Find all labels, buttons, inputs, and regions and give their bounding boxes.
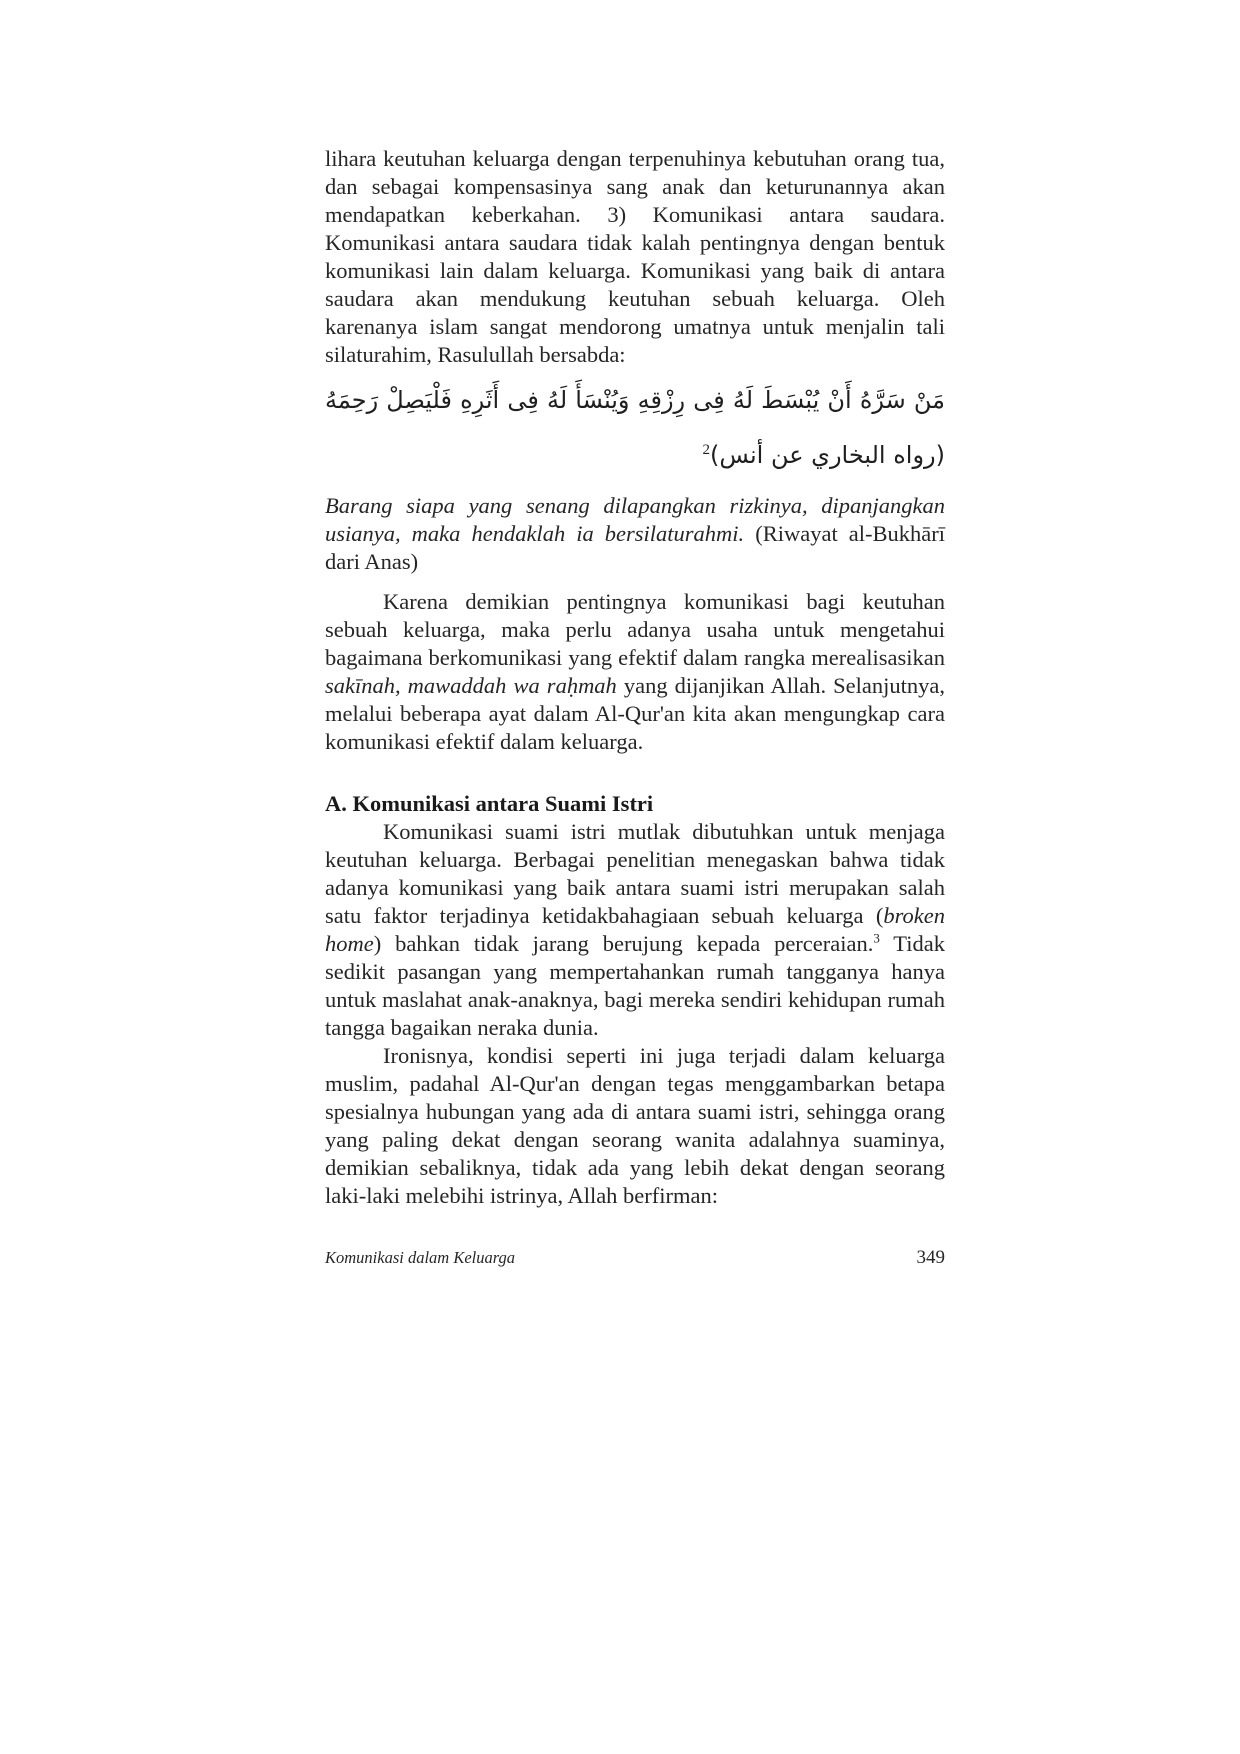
hadith-arabic	[325, 375, 945, 480]
paragraph-intro: lihara keutuhan keluarga dengan terpenuhinya kebutuhan orang tua, dan sebagai kompensasinya sang anak dan keturunannya akan mendapatkan keberkahan. 3) Komunikasi antara saudara. Komunikasi antara saudara tidak kalah pentingnya dengan bentuk komunikasi lain dalam keluarga. Komunikasi yang baik di antara saudara akan mendukung keutuhan sebuah keluarga. Oleh karenanya islam sangat mendorong umatnya untuk menjalin tali silaturahim, Rasulullah bersabda:	[325, 146, 945, 367]
p3-start: Komunikasi suami istri mutlak dibutuhkan untuk menjaga keutuhan keluarga. Berbagai penelitian menegaskan bahwa tidak adanya komunikasi yang baik antara suami istri merupakan salah satu faktor terjadinya ketidakbahagiaan sebuah keluarga (	[325, 819, 945, 928]
translation-source: (Riwayat al-Bukhārī dari Anas)	[325, 521, 945, 574]
p3-italic-broken-home: broken home	[325, 903, 945, 956]
p2-end: yang dijanjikan Allah. Selanjutnya, melalui beberapa ayat dalam Al-Qur'an kita akan mengungkap cara komunikasi efektif dalam keluarga.	[325, 673, 945, 754]
hadith-arabic-text: مَنْ سَرَّهُ أَنْ يُبْسَطَ لَهُ فِى رِزْقِهِ وَيُنْسَأَ لَهُ فِى أَثَرِهِ فَلْيَصِلْ رَحِمَهُ (رواه البخاري عن أنس)	[325, 386, 945, 469]
p3-mid: ) bahkan tidak jarang berujung kepada perceraian.	[373, 931, 874, 956]
p2-start: Karena demikian pentingnya komunikasi bagi keutuhan sebuah keluarga, maka perlu adanya usaha untuk mengetahui bagaimana berkomunikasi yang efektif dalam rangka merealisasikan	[325, 589, 945, 670]
page-number: 349	[916, 1247, 945, 1268]
footnote-ref-2: 2	[702, 442, 711, 458]
p3-end: Tidak sedikit pasangan yang mempertahankan rumah tangganya hanya untuk maslahat anak-anaknya, bagi mereka sendiri kehidupan rumah tangga bagaikan neraka dunia.	[325, 931, 945, 1040]
paragraph-karena	[325, 588, 945, 756]
page-footer	[325, 1247, 945, 1269]
running-title: Komunikasi dalam Keluarga	[325, 1248, 516, 1267]
paragraph-ironisnya: Ironisnya, kondisi seperti ini juga terjadi dalam keluarga muslim, padahal Al-Qur'an dengan tegas menggambarkan betapa spesialnya hubungan yang ada di antara suami istri, sehingga orang yang paling dekat dengan seorang wanita adalahnya suaminya, demikian sebaliknya, tidak ada yang lebih dekat dengan seorang laki-laki melebihi istrinya, Allah berfirman:	[325, 1043, 945, 1208]
translation-italic: Barang siapa yang senang dilapangkan rizkinya, dipanjangkan usianya, maka hendaklah ia bersilaturahmi.	[325, 493, 945, 546]
p2-italic-terms: sakīnah, mawaddah wa raḥmah	[325, 673, 617, 698]
paragraph-komunikasi-suami-istri	[325, 818, 945, 1042]
hadith-translation	[325, 492, 945, 576]
section-heading: A. Komunikasi antara Suami Istri	[325, 791, 654, 816]
page-body	[325, 145, 945, 1210]
footnote-ref-3: 3	[873, 930, 880, 946]
